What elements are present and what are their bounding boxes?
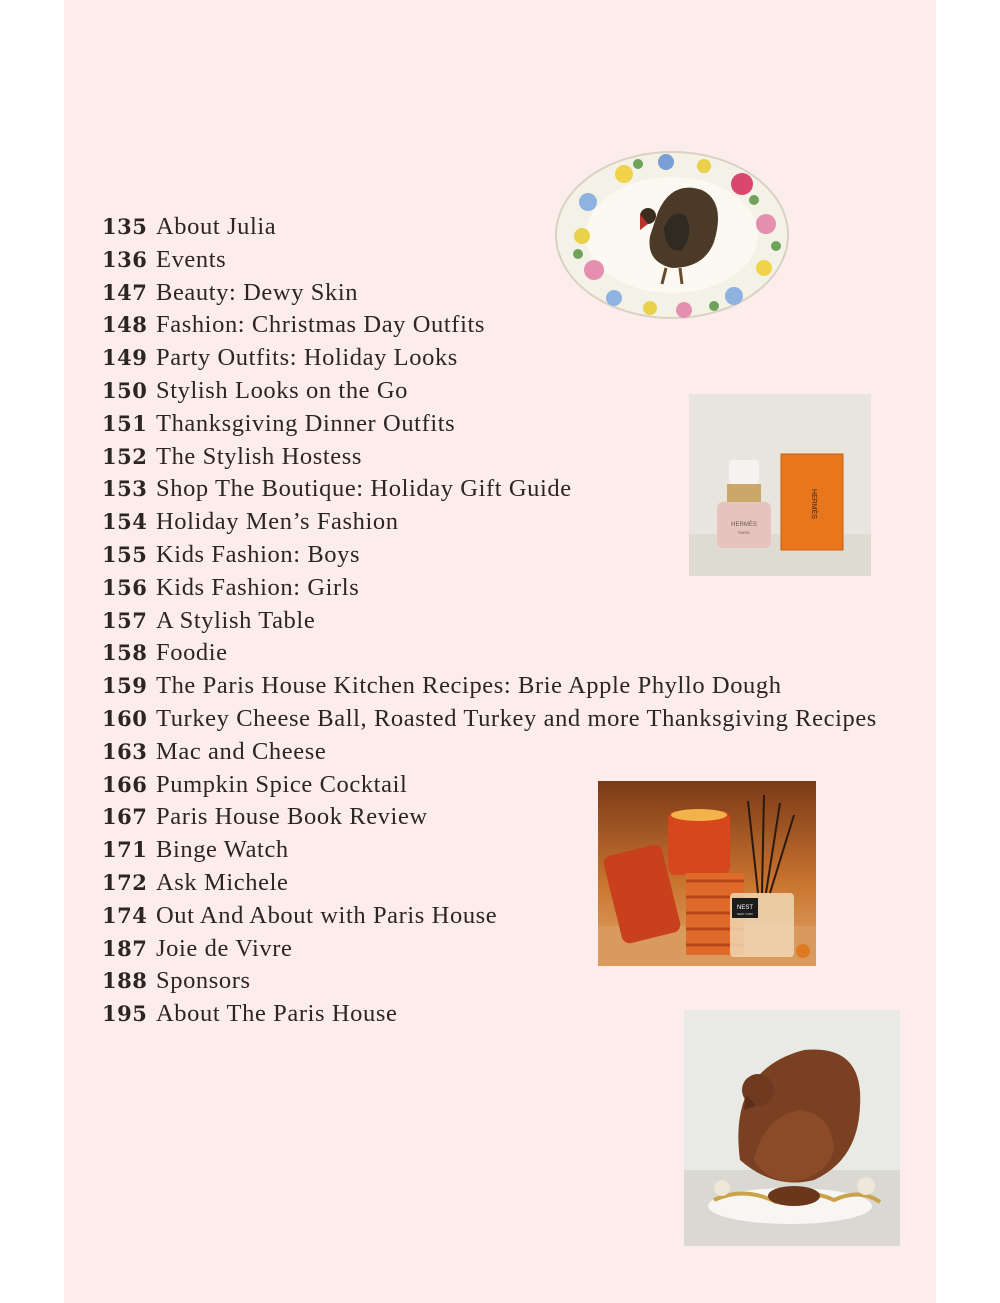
toc-title: Sponsors (156, 967, 251, 995)
toc-title: Beauty: Dewy Skin (156, 278, 359, 306)
toc-page-number: 187 (102, 935, 148, 961)
toc-page-number: 152 (102, 443, 148, 469)
toc-title: The Stylish Hostess (156, 442, 363, 470)
toc-title: Kids Fashion: Girls (156, 573, 360, 601)
toc-title: Events (156, 245, 227, 273)
nail-polish-box-image (689, 394, 871, 576)
toc-entry[interactable] (102, 637, 877, 670)
toc-entry[interactable] (102, 670, 877, 703)
toc-entry[interactable] (102, 342, 877, 375)
toc-title: Kids Fashion: Boys (156, 540, 361, 568)
toc-title: A Stylish Table (156, 606, 316, 634)
toc-page-number: 136 (102, 246, 148, 272)
toc-page-number: 195 (102, 1001, 148, 1027)
polish-sub-label: PARIS (738, 530, 750, 535)
toc-title: Mac and Cheese (156, 737, 327, 765)
toc-page-number: 156 (102, 574, 148, 600)
toc-page-number: 150 (102, 377, 148, 403)
toc-title: Foodie (156, 639, 228, 667)
toc-title: Fashion: Christmas Day Outfits (156, 311, 486, 339)
toc-title: Holiday Men’s Fashion (156, 508, 399, 536)
toc-page-number: 163 (102, 738, 148, 764)
toc-page-number: 160 (102, 705, 148, 731)
toc-page-number: 174 (102, 902, 148, 928)
toc-entry[interactable] (102, 736, 877, 769)
toc-title: Party Outfits: Holiday Looks (156, 344, 458, 372)
toc-page-number: 135 (102, 214, 148, 239)
toc-page-number: 188 (102, 968, 148, 994)
toc-page-number: 172 (102, 869, 148, 895)
toc-page-number: 166 (102, 771, 148, 797)
toc-page-number: 167 (102, 804, 148, 830)
toc-page-number: 154 (102, 509, 148, 535)
toc-page-number: 149 (102, 345, 148, 371)
toc-page-number: 157 (102, 607, 148, 633)
toc-title: Binge Watch (156, 836, 289, 864)
toc-title: Stylish Looks on the Go (156, 376, 409, 404)
box-brand-label: HERMÈS (810, 489, 817, 519)
toc-entry[interactable] (102, 605, 877, 638)
toc-title: Paris House Book Review (156, 803, 428, 831)
toc-title: Pumpkin Spice Cocktail (156, 770, 408, 798)
magazine-page (64, 0, 936, 1303)
chocolate-turkey-image (684, 1010, 900, 1246)
toc-page-number: 155 (102, 541, 148, 567)
toc-page-number: 148 (102, 312, 148, 338)
toc-page-number: 171 (102, 837, 148, 863)
toc-title: About The Paris House (156, 1000, 398, 1028)
toc-title: Out And About with Paris House (156, 901, 498, 929)
toc-title: Ask Michele (156, 868, 289, 896)
toc-title: Joie de Vivre (156, 934, 293, 962)
toc-title: About Julia (156, 213, 277, 240)
turkey-platter-image (554, 150, 790, 320)
toc-entry[interactable] (102, 572, 877, 605)
toc-title: The Paris House Kitchen Recipes: Brie Apple Phyllo Dough (156, 672, 782, 700)
polish-brand-label: HERMÈS (731, 522, 757, 528)
candle-sub-label: NEW YORK (736, 912, 754, 916)
toc-page-number: 159 (102, 673, 148, 699)
toc-page-number: 158 (102, 640, 148, 666)
toc-title: Shop The Boutique: Holiday Gift Guide (156, 475, 572, 503)
toc-page-number: 153 (102, 476, 148, 502)
toc-entry[interactable] (102, 703, 877, 736)
candles-diffuser-image (598, 781, 816, 966)
toc-page-number: 151 (102, 410, 148, 436)
candle-brand-label: NEST (736, 905, 754, 911)
toc-title: Turkey Cheese Ball, Roasted Turkey and more Thanksgiving Recipes (156, 704, 877, 732)
toc-page-number: 147 (102, 279, 148, 305)
toc-title: Thanksgiving Dinner Outfits (156, 409, 456, 437)
toc-entry[interactable] (102, 965, 877, 998)
